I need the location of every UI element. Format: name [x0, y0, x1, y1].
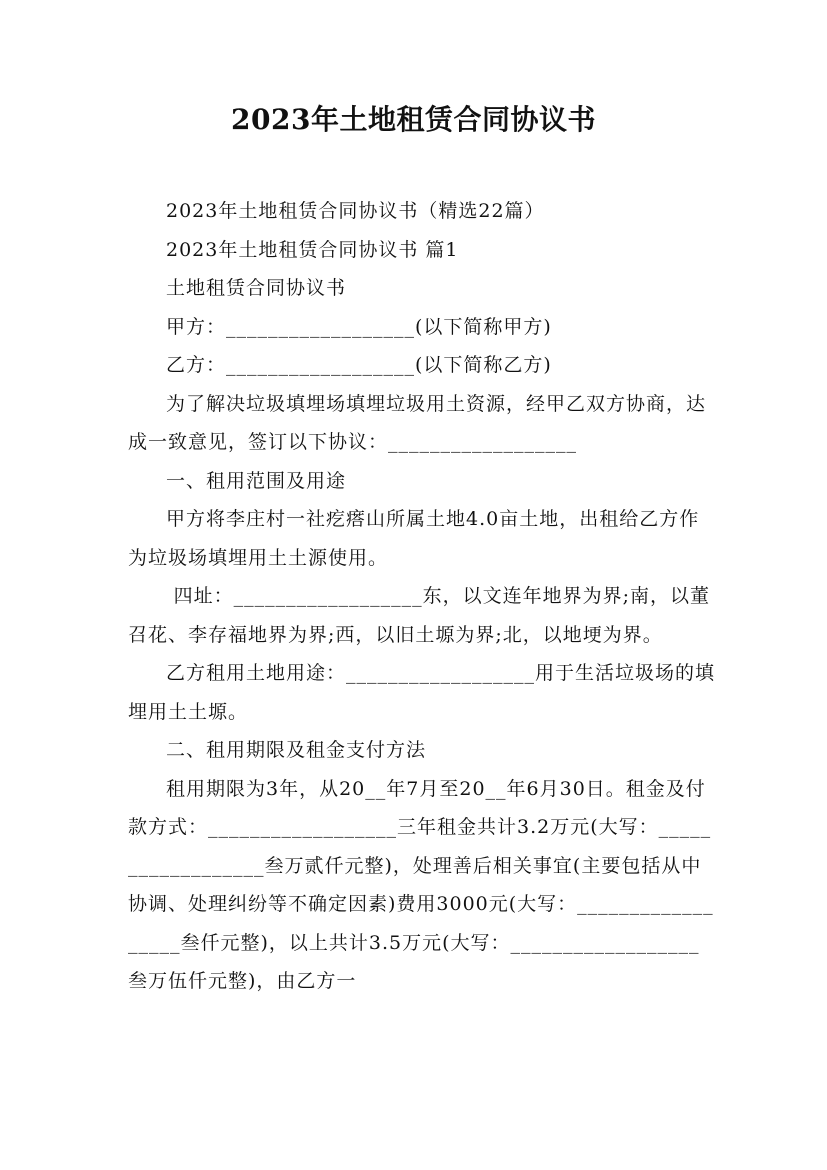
paragraph-subtitle: 2023年土地租赁合同协议书（精选22篇）	[166, 200, 545, 222]
paragraph-heading-scope: 一、租用范围及用途	[166, 469, 347, 492]
paragraph-preamble: 为了解决垃圾填埋场填埋垃圾用土资源，经甲乙双方协商，达成一致意见，签订以下协议：__________________	[128, 392, 707, 453]
paragraph-scope: 甲方将李庄村一社疙瘩山所属土地4.0亩土地，出租给乙方作为垃圾场填埋用土土源使用。	[128, 508, 700, 569]
paragraph-boundaries: 四址：__________________东，以文连年地界为界;南，以董召花、李存福地界为界;西，以旧土塬为界;北，以地埂为界。	[128, 585, 710, 646]
paragraph-heading-term: 二、租用期限及租金支付方法	[166, 739, 427, 761]
paragraph-land-use: 乙方租用土地用途：__________________用于生活垃圾场的填埋用土土塬。	[128, 662, 716, 723]
paragraph-contract-name: 土地租赁合同协议书	[166, 277, 347, 299]
paragraph-party-b: 乙方：__________________(以下简称乙方)	[166, 354, 552, 376]
document-body	[128, 192, 718, 1001]
paragraph-term-payment: 租用期限为3年，从20__年7月至20__年6月30日。租金及付款方式：__________________三年租金共计3.2万元(大写：__________________叁万贰仟元整)，处理善后相关事宜(主要包括从中协调、处理纠纷等不确定因素)费用3000元(大写：__________________叁仟元整)，以上共计3.5万元(大写：__________________叁万伍仟元整)，由乙方一	[128, 777, 714, 992]
document-title: 2023年土地租赁合同协议书	[231, 103, 596, 136]
paragraph-party-a: 甲方：__________________(以下简称甲方)	[166, 315, 552, 338]
paragraph-section-heading: 2023年土地租赁合同协议书 篇1	[166, 238, 459, 261]
